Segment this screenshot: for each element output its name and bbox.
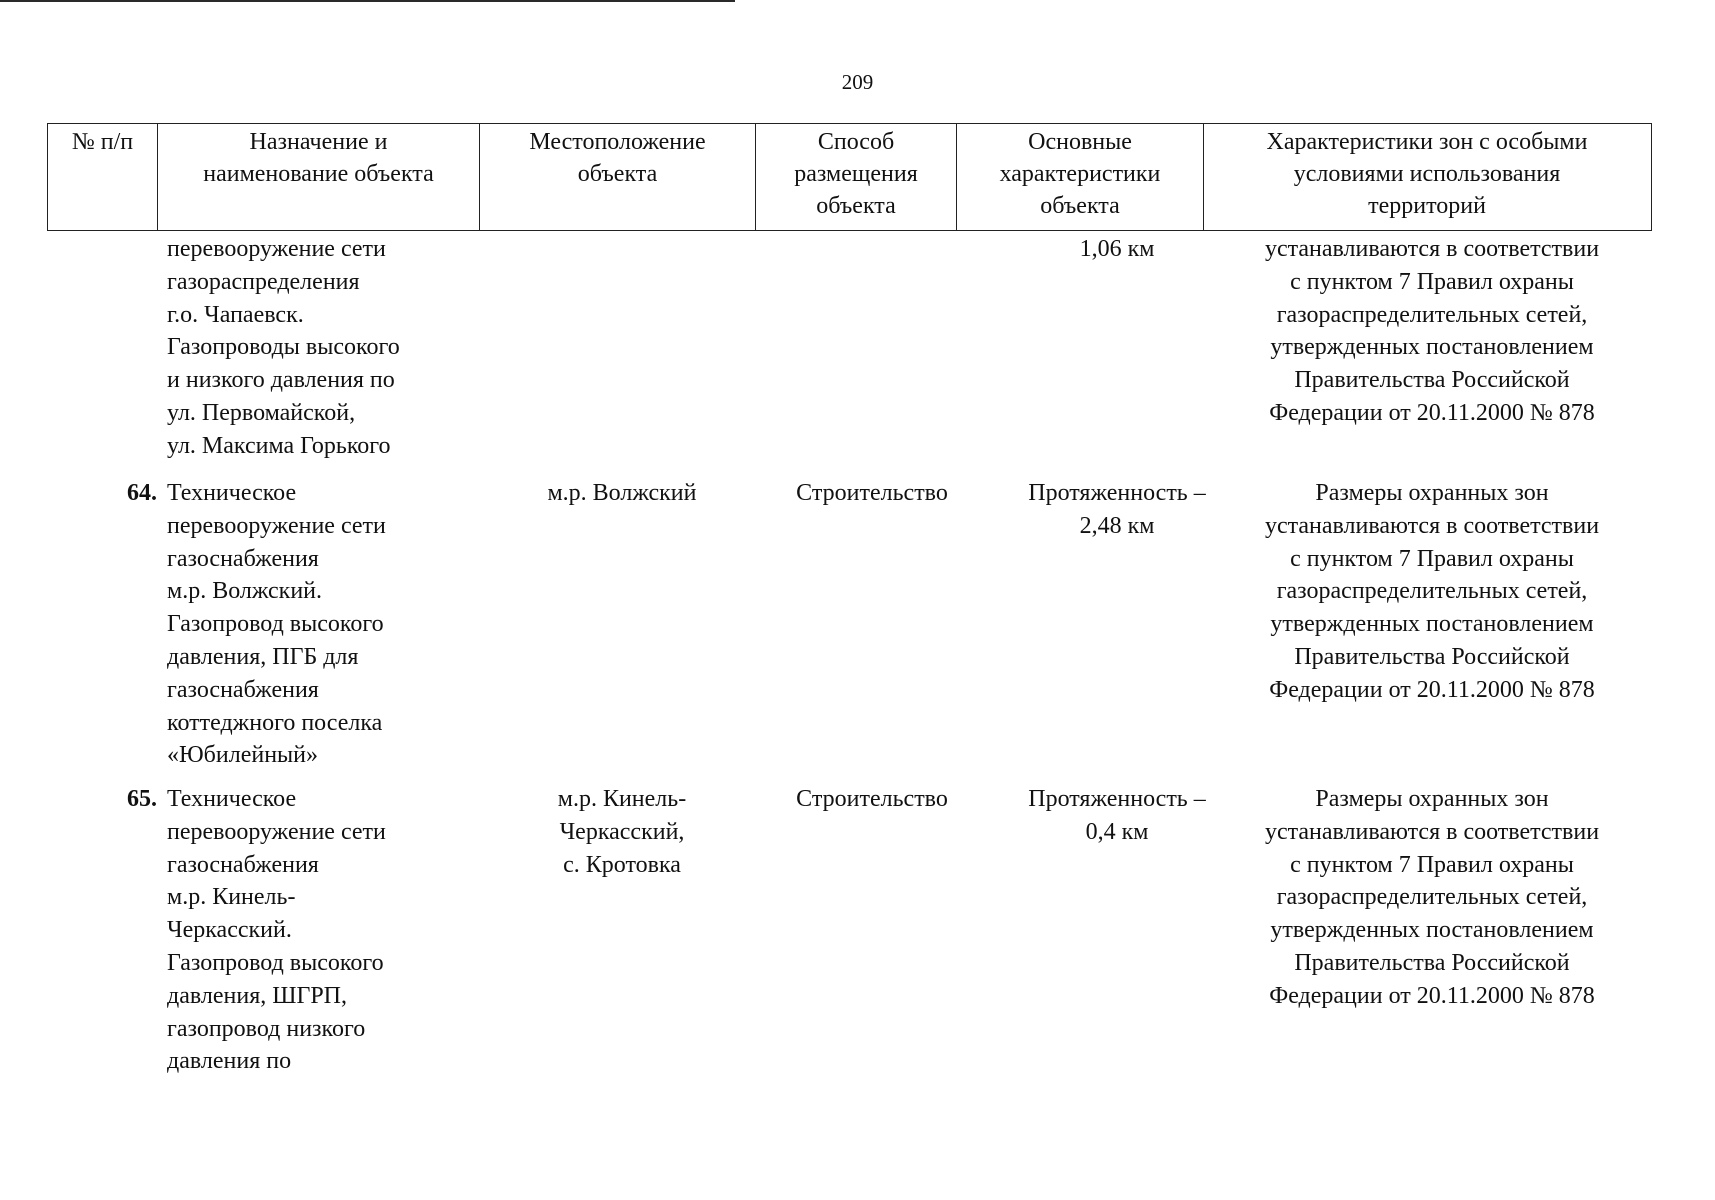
page-number: 209	[841, 70, 874, 94]
row-number: 64.	[127, 480, 157, 506]
row-method: Строительство	[796, 480, 948, 506]
header-cell-zones: Характеристики зон с особыми условиями использования территорий	[1266, 129, 1588, 219]
header-cell-number: № п/п	[48, 124, 158, 230]
header-cell-characteristics: Основные характеристики объекта	[957, 124, 1204, 230]
table-header	[47, 123, 1652, 231]
row-object-name: Техническое перевооружение сети газоснабжения м.р. Волжский. Газопровод высокого давления, ПГБ для газоснабжения коттеджного поселка «Юбилейный»	[167, 480, 386, 769]
header-cell-name: Назначение и наименование объекта	[158, 124, 480, 230]
scan-edge-line	[0, 0, 735, 2]
row-zones: Размеры охранных зон устанавливаются в соответствии с пунктом 7 Правил охраны газораспределительных сетей, утвержденных постановлением Правительства Российской Федерации от 20.11.2000 № 878	[1264, 786, 1600, 1009]
row-object-name: перевооружение сети газораспределения г.о. Чапаевск. Газопроводы высокого и низкого давления по ул. Первомайской, ул. Максима Горького	[167, 236, 400, 459]
row-zones: Размеры охранных зон устанавливаются в соответствии с пунктом 7 Правил охраны газораспределительных сетей, утвержденных постановлением Правительства Российской Федерации от 20.11.2000 № 878	[1264, 480, 1600, 703]
row-number: 65.	[127, 786, 157, 812]
header-cell-location: Местоположение объекта	[480, 124, 756, 230]
row-zones: устанавливаются в соответствии с пунктом 7 Правил охраны газораспределительных сетей, утвержденных постановлением Правительства Российской Федерации от 20.11.2000 № 878	[1264, 236, 1600, 426]
row-characteristics: Протяженность – 2,48 км	[1028, 480, 1206, 539]
row-characteristics: Протяженность – 0,4 км	[1028, 786, 1206, 845]
row-object-name: Техническое перевооружение сети газоснабжения м.р. Кинель- Черкасский. Газопровод высокого давления, ШГРП, газопровод низкого давления по	[167, 786, 386, 1075]
row-location: м.р. Кинель- Черкасский, с. Кротовка	[557, 786, 687, 878]
row-method: Строительство	[796, 786, 948, 812]
header-cell-method: Способ размещения объекта	[756, 124, 957, 230]
row-location: м.р. Волжский	[547, 480, 697, 506]
row-characteristics: 1,06 км	[1079, 236, 1155, 262]
